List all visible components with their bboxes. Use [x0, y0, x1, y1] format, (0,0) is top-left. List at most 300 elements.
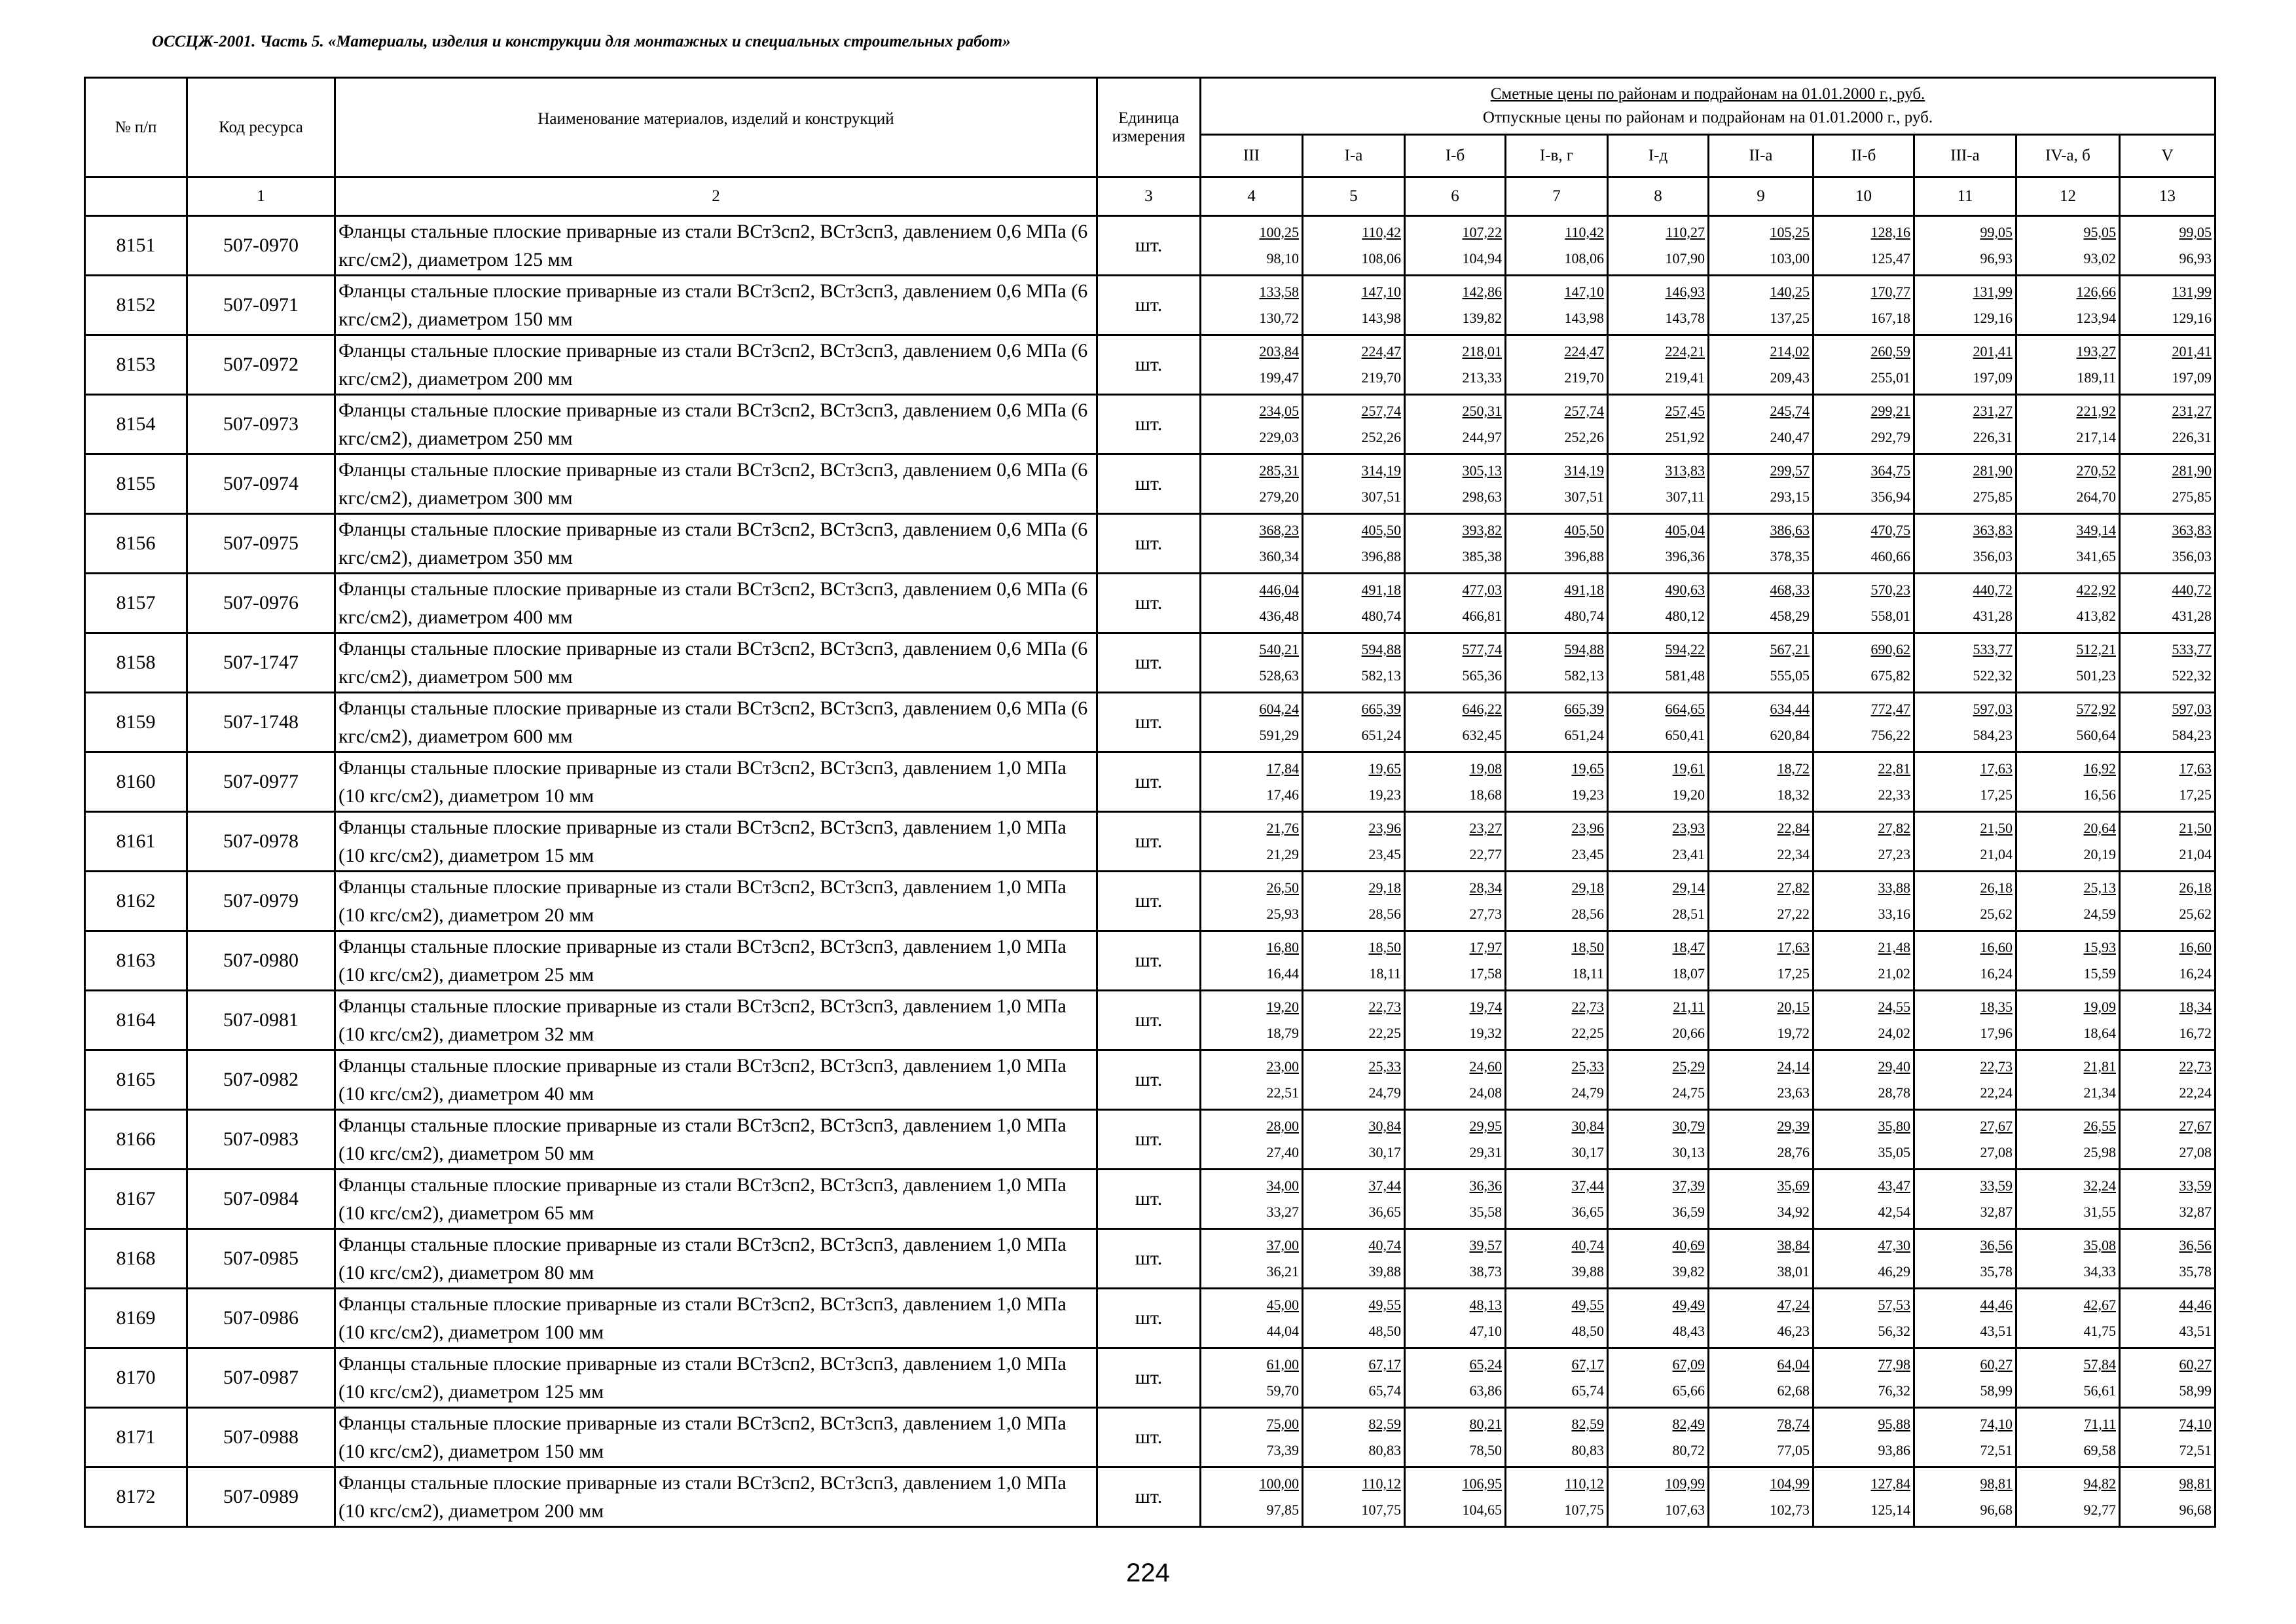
estimated-price: 567,21: [1770, 641, 1810, 657]
release-price: 107,90: [1665, 250, 1705, 267]
estimated-price: 24,60: [1469, 1058, 1502, 1075]
resource-code: 507-0988: [187, 1408, 335, 1467]
price-cell: [1608, 1050, 1709, 1110]
unit-of-measure: шт.: [1097, 991, 1201, 1050]
release-price: 584,23: [1973, 727, 2013, 743]
price-cell: [2120, 633, 2215, 693]
release-price: 356,94: [1870, 489, 1910, 505]
release-price: 58,99: [1980, 1382, 2013, 1399]
release-price: 458,29: [1770, 608, 1810, 624]
price-cell: [1303, 693, 1405, 752]
price-cell: [1914, 1408, 2016, 1467]
estimated-price: 21,50: [2179, 820, 2212, 836]
estimated-price: 25,33: [1571, 1058, 1604, 1075]
estimated-price: 37,44: [1368, 1177, 1401, 1194]
resource-code: 507-0983: [187, 1110, 335, 1170]
price-cell: [1303, 454, 1405, 514]
price-cell: [1709, 1408, 1813, 1467]
release-price: 28,51: [1672, 906, 1705, 922]
material-name: Фланцы стальные плоские приварные из стали ВСт3сп2, ВСт3сп3, давлением 1,0 МПа (10 кгс/см2), диаметром 150 мм: [335, 1408, 1097, 1467]
price-cell: [1506, 1348, 1608, 1408]
header-prices: [1201, 78, 2215, 135]
release-price: 213,33: [1462, 369, 1502, 386]
price-cell: [2016, 991, 2120, 1050]
release-price: 143,98: [1564, 310, 1604, 326]
release-price: 27,22: [1777, 906, 1810, 922]
release-price: 24,79: [1571, 1084, 1604, 1101]
release-price: 22,24: [2179, 1084, 2212, 1101]
release-price: 65,74: [1571, 1382, 1604, 1399]
price-cell: [2016, 216, 2120, 276]
price-cell: [1201, 931, 1303, 991]
release-price: 72,51: [1980, 1442, 2013, 1458]
estimated-price: 64,04: [1777, 1356, 1810, 1373]
price-cell: [1506, 812, 1608, 872]
release-price: 431,28: [2172, 608, 2212, 624]
material-name: Фланцы стальные плоские приварные из стали ВСт3сп2, ВСт3сп3, давлением 1,0 МПа (10 кгс/см2), диаметром 40 мм: [335, 1050, 1097, 1110]
release-price: 19,32: [1469, 1025, 1502, 1041]
price-cell: [1405, 812, 1506, 872]
estimated-price: 440,72: [1973, 581, 2013, 598]
price-cell: [1303, 1467, 1405, 1527]
release-price: 396,88: [1361, 548, 1401, 564]
release-price: 396,88: [1564, 548, 1604, 564]
estimated-price: 133,58: [1259, 284, 1299, 300]
release-price: 78,50: [1469, 1442, 1502, 1458]
release-price: 217,14: [2076, 429, 2116, 445]
price-cell: [2016, 454, 2120, 514]
estimated-price: 47,24: [1777, 1297, 1810, 1313]
estimated-price: 26,55: [2083, 1118, 2116, 1134]
material-name: Фланцы стальные плоские приварные из стали ВСт3сп2, ВСт3сп3, давлением 1,0 МПа (10 кгс/см2), диаметром 25 мм: [335, 931, 1097, 991]
price-cell: [1201, 693, 1303, 752]
release-price: 255,01: [1870, 369, 1910, 386]
price-cell: [1608, 1229, 1709, 1289]
resource-code: 507-0970: [187, 216, 335, 276]
estimated-price: 245,74: [1770, 403, 1810, 419]
release-price: 47,10: [1469, 1323, 1502, 1339]
release-price: 23,45: [1571, 846, 1604, 862]
release-price: 22,25: [1571, 1025, 1604, 1041]
release-price: 650,41: [1665, 727, 1705, 743]
estimated-price: 29,18: [1368, 879, 1401, 896]
estimated-price: 491,18: [1361, 581, 1401, 598]
estimated-price: 22,73: [1368, 999, 1401, 1015]
estimated-price: 71,11: [2084, 1416, 2116, 1432]
price-cell: [1303, 931, 1405, 991]
estimated-price: 99,05: [2179, 224, 2212, 240]
estimated-price: 106,95: [1462, 1475, 1502, 1492]
estimated-price: 386,63: [1770, 522, 1810, 538]
release-price: 226,31: [1973, 429, 2013, 445]
estimated-price: 17,84: [1266, 760, 1299, 777]
price-cell: [1608, 335, 1709, 395]
price-cell: [1813, 1408, 1914, 1467]
price-cell: [1405, 1170, 1506, 1229]
header-num: № п/п: [85, 78, 187, 177]
release-price: 93,86: [1878, 1442, 1910, 1458]
price-cell: [1405, 574, 1506, 633]
estimated-price: 147,10: [1361, 284, 1401, 300]
price-cell: [1709, 931, 1813, 991]
release-price: 139,82: [1462, 310, 1502, 326]
unit-of-measure: шт.: [1097, 693, 1201, 752]
estimated-price: 27,82: [1777, 879, 1810, 896]
price-cell: [2120, 1229, 2215, 1289]
column-number: 5: [1303, 177, 1405, 216]
price-cell: [1709, 752, 1813, 812]
price-cell: [1201, 812, 1303, 872]
table-row: [85, 931, 2215, 991]
release-price: 24,08: [1469, 1084, 1502, 1101]
price-cell: [1506, 276, 1608, 335]
release-price: 96,68: [1980, 1502, 2013, 1518]
price-cell: [1608, 1289, 1709, 1348]
estimated-price: 349,14: [2076, 522, 2116, 538]
release-price: 65,74: [1368, 1382, 1401, 1399]
price-cell: [1914, 514, 2016, 574]
table-row: [85, 574, 2215, 633]
release-price: 307,11: [1666, 489, 1705, 505]
estimated-price: 224,47: [1361, 343, 1401, 360]
release-price: 58,99: [2179, 1382, 2212, 1399]
price-cell: [2120, 1050, 2215, 1110]
estimated-price: 80,21: [1469, 1416, 1502, 1432]
material-name: Фланцы стальные плоские приварные из стали ВСт3сп2, ВСт3сп3, давлением 0,6 МПа (6 кгс/см2), диаметром 400 мм: [335, 574, 1097, 633]
price-cell: [1303, 633, 1405, 693]
price-cell: [1813, 1289, 1914, 1348]
price-cell: [1709, 276, 1813, 335]
price-cell: [1813, 752, 1914, 812]
estimated-price: 49,49: [1672, 1297, 1705, 1313]
release-price: 65,66: [1672, 1382, 1705, 1399]
release-price: 385,38: [1462, 548, 1502, 564]
estimated-price: 77,98: [1878, 1356, 1910, 1373]
estimated-price: 577,74: [1462, 641, 1502, 657]
release-price: 129,16: [1973, 310, 2013, 326]
table-row: [85, 633, 2215, 693]
price-cell: [2016, 574, 2120, 633]
unit-of-measure: шт.: [1097, 1289, 1201, 1348]
price-cell: [2120, 991, 2215, 1050]
release-price: 93,02: [2083, 250, 2116, 267]
estimated-price: 30,84: [1368, 1118, 1401, 1134]
release-price: 18,79: [1266, 1025, 1299, 1041]
estimated-price: 285,31: [1259, 462, 1299, 479]
price-cell: [1709, 1110, 1813, 1170]
estimated-price: 37,44: [1571, 1177, 1604, 1194]
release-price: 480,74: [1361, 608, 1401, 624]
estimated-price: 16,60: [2179, 939, 2212, 955]
resource-code: 507-1747: [187, 633, 335, 693]
release-price: 28,78: [1878, 1084, 1910, 1101]
estimated-price: 28,00: [1266, 1118, 1299, 1134]
estimated-price: 105,25: [1770, 224, 1810, 240]
release-price: 675,82: [1870, 667, 1910, 684]
release-price: 73,39: [1266, 1442, 1299, 1458]
estimated-price: 27,82: [1878, 820, 1910, 836]
price-cell: [1709, 395, 1813, 454]
column-number: 11: [1914, 177, 2016, 216]
price-cell: [1405, 872, 1506, 931]
price-cell: [1813, 1348, 1914, 1408]
release-price: 143,98: [1361, 310, 1401, 326]
table-row: [85, 1289, 2215, 1348]
price-cell: [1914, 752, 2016, 812]
release-price: 30,17: [1571, 1144, 1604, 1160]
release-price: 396,36: [1665, 548, 1705, 564]
estimated-price: 57,53: [1878, 1297, 1910, 1313]
estimated-price: 314,19: [1361, 462, 1401, 479]
estimated-price: 491,18: [1564, 581, 1604, 598]
release-price: 252,26: [1361, 429, 1401, 445]
price-cell: [1914, 693, 2016, 752]
estimated-price: 597,03: [2172, 701, 2212, 717]
estimated-price: 17,63: [1980, 760, 2013, 777]
release-price: 72,51: [2179, 1442, 2212, 1458]
estimated-price: 95,05: [2083, 224, 2116, 240]
price-cell: [1201, 1050, 1303, 1110]
resource-code: 507-0973: [187, 395, 335, 454]
release-price: 22,51: [1266, 1084, 1299, 1101]
row-number: 8164: [85, 991, 187, 1050]
estimated-price: 19,61: [1672, 760, 1705, 777]
estimated-price: 27,67: [2179, 1118, 2212, 1134]
material-name: Фланцы стальные плоские приварные из стали ВСт3сп2, ВСт3сп3, давлением 0,6 МПа (6 кгс/см2), диаметром 125 мм: [335, 216, 1097, 276]
release-price: 17,46: [1266, 786, 1299, 803]
district-header: III: [1201, 135, 1303, 177]
price-cell: [1506, 1170, 1608, 1229]
estimated-price: 110,42: [1362, 224, 1401, 240]
estimated-price: 18,72: [1777, 760, 1810, 777]
estimated-price: 250,31: [1462, 403, 1502, 419]
release-price: 80,83: [1571, 1442, 1604, 1458]
price-cell: [1201, 752, 1303, 812]
price-cell: [1813, 514, 1914, 574]
price-cell: [1709, 991, 1813, 1050]
price-cell: [1608, 693, 1709, 752]
release-price: 19,23: [1368, 786, 1401, 803]
row-number: 8152: [85, 276, 187, 335]
release-price: 360,34: [1259, 548, 1299, 564]
row-number: 8163: [85, 931, 187, 991]
estimated-price: 19,65: [1571, 760, 1604, 777]
release-price: 651,24: [1564, 727, 1604, 743]
price-cell: [1201, 872, 1303, 931]
district-header: II-б: [1813, 135, 1914, 177]
estimated-price: 21,11: [1673, 999, 1705, 1015]
material-name: Фланцы стальные плоские приварные из стали ВСт3сп2, ВСт3сп3, давлением 0,6 МПа (6 кгс/см2), диаметром 350 мм: [335, 514, 1097, 574]
estimated-price: 597,03: [1973, 701, 2013, 717]
release-price: 240,47: [1770, 429, 1810, 445]
price-cell: [1608, 991, 1709, 1050]
release-price: 522,32: [1973, 667, 2013, 684]
estimated-price: 29,14: [1672, 879, 1705, 896]
release-price: 107,75: [1361, 1502, 1401, 1518]
estimated-price: 18,47: [1672, 939, 1705, 955]
release-price: 19,20: [1672, 786, 1705, 803]
price-cell: [2016, 1408, 2120, 1467]
release-price: 27,40: [1266, 1144, 1299, 1160]
release-price: 27,73: [1469, 906, 1502, 922]
estimated-price: 422,92: [2076, 581, 2116, 598]
header-code: Код ресурса: [187, 78, 335, 177]
release-price: 18,64: [2083, 1025, 2116, 1041]
price-cell: [1405, 216, 1506, 276]
estimated-price: 110,12: [1362, 1475, 1401, 1492]
estimated-price: 305,13: [1462, 462, 1502, 479]
estimated-price: 100,25: [1259, 224, 1299, 240]
release-price: 39,88: [1368, 1263, 1401, 1280]
header-prices-release: Отпускные цены по районам и подрайонам на 01.01.2000 г., руб.: [1482, 109, 1933, 126]
unit-of-measure: шт.: [1097, 931, 1201, 991]
row-number: 8154: [85, 395, 187, 454]
price-cell: [1405, 931, 1506, 991]
table-row: [85, 454, 2215, 514]
estimated-price: 604,24: [1259, 701, 1299, 717]
release-price: 35,78: [1980, 1263, 2013, 1280]
estimated-price: 363,83: [1973, 522, 2013, 538]
release-price: 209,43: [1770, 369, 1810, 386]
estimated-price: 38,84: [1777, 1237, 1810, 1253]
estimated-price: 23,96: [1571, 820, 1604, 836]
release-price: 19,72: [1777, 1025, 1810, 1041]
release-price: 23,45: [1368, 846, 1401, 862]
price-cell: [1506, 693, 1608, 752]
price-cell: [1709, 872, 1813, 931]
unit-of-measure: шт.: [1097, 335, 1201, 395]
price-cell: [1914, 1050, 2016, 1110]
district-header: I-б: [1405, 135, 1506, 177]
column-number: 6: [1405, 177, 1506, 216]
price-cell: [1201, 1289, 1303, 1348]
unit-of-measure: шт.: [1097, 216, 1201, 276]
estimated-price: 594,88: [1361, 641, 1401, 657]
resource-code: 507-0987: [187, 1348, 335, 1408]
material-name: Фланцы стальные плоские приварные из стали ВСт3сп2, ВСт3сп3, давлением 0,6 МПа (6 кгс/см2), диаметром 500 мм: [335, 633, 1097, 693]
price-cell: [1608, 276, 1709, 335]
price-cell: [1813, 216, 1914, 276]
estimated-price: 214,02: [1770, 343, 1810, 360]
estimated-price: 22,84: [1777, 820, 1810, 836]
release-price: 36,59: [1672, 1204, 1705, 1220]
release-price: 30,17: [1368, 1144, 1401, 1160]
release-price: 18,32: [1777, 786, 1810, 803]
price-cell: [1813, 1229, 1914, 1289]
release-price: 22,25: [1368, 1025, 1401, 1041]
price-cell: [1914, 574, 2016, 633]
estimated-price: 36,56: [2179, 1237, 2212, 1253]
release-price: 226,31: [2172, 429, 2212, 445]
release-price: 275,85: [2172, 489, 2212, 505]
resource-code: 507-0984: [187, 1170, 335, 1229]
release-price: 130,72: [1259, 310, 1299, 326]
estimated-price: 690,62: [1870, 641, 1910, 657]
release-price: 307,51: [1564, 489, 1604, 505]
price-cell: [1303, 574, 1405, 633]
material-name: Фланцы стальные плоские приварные из стали ВСт3сп2, ВСт3сп3, давлением 1,0 МПа (10 кгс/см2), диаметром 15 мм: [335, 812, 1097, 872]
release-price: 38,73: [1469, 1263, 1502, 1280]
estimated-price: 313,83: [1665, 462, 1705, 479]
price-cell: [1303, 1348, 1405, 1408]
estimated-price: 224,47: [1564, 343, 1604, 360]
release-price: 62,68: [1777, 1382, 1810, 1399]
price-cell: [2120, 276, 2215, 335]
release-price: 42,54: [1878, 1204, 1910, 1220]
release-price: 252,26: [1564, 429, 1604, 445]
unit-of-measure: шт.: [1097, 454, 1201, 514]
table-row: [85, 1110, 2215, 1170]
estimated-price: 110,42: [1565, 224, 1604, 240]
estimated-price: 126,66: [2076, 284, 2116, 300]
release-price: 98,10: [1266, 250, 1299, 267]
release-price: 48,43: [1672, 1323, 1705, 1339]
estimated-price: 19,08: [1469, 760, 1502, 777]
resource-code: 507-0977: [187, 752, 335, 812]
price-cell: [1709, 514, 1813, 574]
material-name: Фланцы стальные плоские приварные из стали ВСт3сп2, ВСт3сп3, давлением 0,6 МПа (6 кгс/см2), диаметром 200 мм: [335, 335, 1097, 395]
price-cell: [1813, 454, 1914, 514]
estimated-price: 201,41: [1973, 343, 2013, 360]
release-price: 43,51: [1980, 1323, 2013, 1339]
release-price: 197,09: [2172, 369, 2212, 386]
price-cell: [1813, 1050, 1914, 1110]
price-cell: [1506, 216, 1608, 276]
column-number: 10: [1813, 177, 1914, 216]
table-row: [85, 752, 2215, 812]
price-cell: [2120, 1289, 2215, 1348]
release-price: 104,94: [1462, 250, 1502, 267]
unit-of-measure: шт.: [1097, 872, 1201, 931]
release-price: 25,62: [1980, 906, 2013, 922]
estimated-price: 572,92: [2076, 701, 2116, 717]
price-cell: [1914, 991, 2016, 1050]
price-cell: [1914, 216, 2016, 276]
estimated-price: 224,21: [1665, 343, 1705, 360]
estimated-price: 49,55: [1368, 1297, 1401, 1313]
release-price: 229,03: [1259, 429, 1299, 445]
price-cell: [1709, 1348, 1813, 1408]
price-cell: [1506, 1408, 1608, 1467]
price-cell: [1201, 514, 1303, 574]
estimated-price: 405,50: [1564, 522, 1604, 538]
release-price: 48,50: [1571, 1323, 1604, 1339]
estimated-price: 260,59: [1870, 343, 1910, 360]
column-number: 7: [1506, 177, 1608, 216]
release-price: 18,11: [1572, 965, 1604, 982]
estimated-price: 20,64: [2083, 820, 2116, 836]
estimated-price: 234,05: [1259, 403, 1299, 419]
estimated-price: 95,88: [1878, 1416, 1910, 1432]
price-cell: [1709, 574, 1813, 633]
release-price: 480,12: [1665, 608, 1705, 624]
table-row: [85, 1229, 2215, 1289]
estimated-price: 30,79: [1672, 1118, 1705, 1134]
price-cell: [2120, 931, 2215, 991]
release-price: 39,82: [1672, 1263, 1705, 1280]
estimated-price: 21,50: [1980, 820, 2013, 836]
material-name: Фланцы стальные плоские приварные из стали ВСт3сп2, ВСт3сп3, давлением 1,0 МПа (10 кгс/см2), диаметром 20 мм: [335, 872, 1097, 931]
release-price: 16,44: [1266, 965, 1299, 982]
estimated-price: 26,18: [1980, 879, 2013, 896]
price-cell: [2120, 1110, 2215, 1170]
price-cell: [2120, 514, 2215, 574]
release-price: 48,50: [1368, 1323, 1401, 1339]
price-cell: [1608, 1348, 1709, 1408]
estimated-price: 405,04: [1665, 522, 1705, 538]
estimated-price: 61,00: [1266, 1356, 1299, 1373]
price-cell: [1914, 395, 2016, 454]
